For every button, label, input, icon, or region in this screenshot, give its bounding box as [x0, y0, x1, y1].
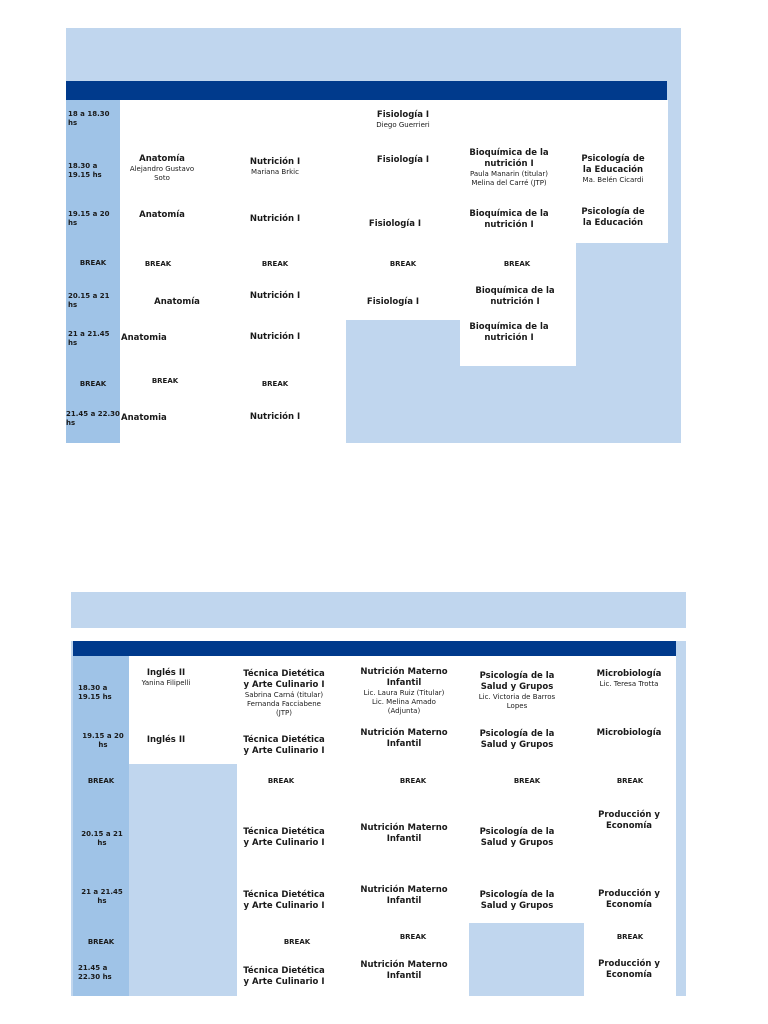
break-label: BREAK: [87, 937, 115, 946]
class-cell: [462, 207, 556, 233]
subject-name: Anatomia: [121, 332, 167, 343]
class-cell: [230, 409, 320, 425]
subject-name: Psicología de la Educación: [581, 153, 645, 175]
subject-name: Psicología de la Salud y Grupos: [479, 890, 555, 911]
class-cell: [230, 154, 320, 180]
class-cell: [340, 216, 450, 232]
class-cell: [472, 888, 562, 914]
class-cell: [348, 108, 458, 132]
professor-name: Lic. Laura Ruiz (Titular): [363, 688, 445, 697]
break-cell: [230, 257, 320, 271]
subject-name: Técnica Dietética y Arte Culinario I: [243, 735, 325, 756]
class-cell: [468, 284, 562, 310]
subject-name: Técnica Dietética y Arte Culinario I: [243, 827, 325, 848]
class-cell: [240, 666, 328, 720]
time-slot-label: 21.45 a 22.30 hs: [66, 410, 120, 427]
class-cell: [576, 205, 650, 231]
subject-name: Bioquímica de la nutrición I: [469, 148, 549, 169]
class-cell: [240, 964, 328, 990]
subject-name: Anatomía: [154, 296, 200, 307]
subject-name: Microbiología: [596, 669, 662, 679]
subject-name: Psicología de la Salud y Grupos: [479, 729, 555, 750]
class-cell: [131, 666, 201, 690]
time-slot-label: 21.45 a 22.30 hs: [78, 964, 112, 981]
break-label: BREAK: [151, 377, 179, 385]
class-cell: [122, 150, 202, 186]
subject-name: Nutrición Materno Infantil: [360, 885, 448, 906]
break-label: BREAK: [79, 258, 107, 267]
break-label: BREAK: [616, 933, 644, 941]
break-cell: [462, 257, 572, 271]
time-slot-label: 20.15 a 21 hs: [81, 830, 123, 847]
professor-name: Lic. Melina Amado (Adjunta): [372, 697, 436, 715]
subject-name: Nutrición I: [249, 331, 301, 342]
class-cell: [472, 668, 562, 714]
class-cell: [586, 667, 672, 691]
subject-name: Microbiología: [596, 727, 662, 738]
class-cell: [230, 211, 320, 227]
table-1-white-area-b: [346, 100, 460, 320]
time-slot-label: 18 a 18.30 hs: [68, 110, 110, 127]
class-cell: [462, 145, 556, 191]
time-slot-label: 18.30 a 19.15 hs: [78, 684, 112, 701]
time-slot-label: 19.15 a 20 hs: [68, 210, 110, 227]
class-cell: [356, 821, 452, 847]
subject-name: Fisiología I: [376, 154, 430, 165]
class-cell: [586, 957, 672, 983]
table-2-header-gap: [71, 628, 686, 641]
professor-name: Ma. Belén Cicardi: [582, 175, 644, 184]
subject-name: Producción y Economía: [598, 810, 660, 831]
subject-name: Nutrición I: [249, 411, 301, 422]
break-label: BREAK: [267, 777, 295, 785]
subject-name: Bioquímica de la nutrición I: [469, 209, 549, 230]
subject-name: Anatomía: [139, 153, 185, 164]
break-cell: [240, 774, 322, 788]
subject-name: Psicología de la Salud y Grupos: [479, 671, 555, 692]
subject-name: Nutrición I: [249, 290, 301, 301]
table-1-header-bar: [66, 81, 667, 100]
class-cell: [586, 725, 672, 741]
break-cell: [122, 257, 194, 271]
time-slot-label: 19.15 a 20 hs: [82, 732, 124, 749]
subject-name: Producción y Economía: [598, 959, 660, 980]
subject-name: Anatomía: [139, 209, 185, 220]
break-cell: [586, 774, 674, 788]
break-label: BREAK: [283, 938, 311, 946]
class-cell: [348, 152, 458, 168]
break-label: BREAK: [389, 260, 417, 268]
break-label: BREAK: [79, 379, 107, 388]
break-cell: [356, 930, 470, 944]
subject-name: Anatomia: [121, 412, 167, 423]
break-cell: [230, 377, 320, 391]
class-cell: [586, 887, 672, 913]
class-cell: [122, 207, 202, 223]
class-cell: [340, 294, 446, 310]
professor-name: Yanina Filipelli: [141, 679, 191, 687]
break-cell: [125, 374, 205, 388]
class-cell: [137, 294, 217, 310]
professor-name: Lic. Teresa Trotta: [599, 680, 659, 688]
professor-name: Lic. Victoria de Barros Lopes: [478, 693, 556, 710]
break-label: BREAK: [616, 777, 644, 785]
class-cell: [121, 410, 201, 426]
subject-name: Nutrición Materno Infantil: [360, 823, 448, 844]
break-label: BREAK: [503, 260, 531, 268]
class-cell: [472, 825, 562, 851]
subject-name: Fisiología I: [376, 110, 430, 120]
subject-name: Inglés II: [146, 734, 186, 745]
time-slot-label: 21 a 21.45 hs: [68, 330, 110, 347]
class-cell: [240, 825, 328, 851]
professor-name: Fernanda Facciabene (JTP): [247, 699, 321, 717]
break-cell: [256, 935, 338, 949]
subject-name: Psicología de la Salud y Grupos: [479, 827, 555, 848]
class-cell: [121, 330, 201, 346]
class-cell: [472, 727, 562, 753]
class-cell: [462, 320, 556, 346]
professor-name: Mariana Brkic: [251, 168, 299, 176]
class-cell: [576, 150, 650, 188]
class-cell: [131, 732, 201, 748]
professor-name: Diego Guerrieri: [376, 121, 430, 129]
break-label: BREAK: [144, 260, 172, 268]
class-cell: [356, 664, 452, 718]
class-cell: [356, 726, 452, 752]
professor-name: Melina del Carré (JTP): [471, 179, 547, 187]
class-cell: [586, 808, 672, 834]
time-slot-label: 18.30 a 19.15 hs: [68, 162, 102, 179]
break-cell: [586, 930, 674, 944]
break-label: BREAK: [261, 380, 289, 388]
subject-name: Fisiología I: [368, 218, 422, 229]
subject-name: Técnica Dietética y Arte Culinario I: [243, 668, 325, 690]
subject-name: Inglés II: [146, 668, 186, 678]
subject-name: Psicología de la Educación: [581, 207, 645, 228]
subject-name: Técnica Dietética y Arte Culinario I: [243, 890, 325, 911]
subject-name: Técnica Dietética y Arte Culinario I: [243, 966, 325, 987]
professor-name: Paula Manarin (titular): [469, 170, 549, 178]
class-cell: [230, 329, 320, 345]
subject-name: Nutrición I: [249, 157, 301, 167]
break-label: BREAK: [513, 777, 541, 785]
subject-name: Fisiología I: [366, 296, 420, 307]
break-label: BREAK: [399, 777, 427, 785]
professor-name: Alejandro Gustavo Soto: [129, 164, 195, 182]
professor-name: Sabrina Carná (titular): [244, 690, 324, 699]
break-cell: [348, 257, 458, 271]
subject-name: Producción y Economía: [598, 889, 660, 910]
table-1-time-column: [66, 100, 120, 443]
time-slot-label: 20.15 a 21 hs: [68, 292, 110, 309]
subject-name: Nutrición Materno Infantil: [360, 666, 448, 688]
subject-name: Nutrición I: [249, 213, 301, 224]
table-2-header-bar: [73, 641, 676, 656]
break-label: BREAK: [87, 776, 115, 785]
class-cell: [240, 888, 328, 914]
subject-name: Nutrición Materno Infantil: [360, 960, 448, 981]
class-cell: [356, 958, 452, 984]
subject-name: Bioquímica de la nutrición I: [475, 286, 555, 307]
class-cell: [240, 733, 328, 759]
break-cell: [472, 774, 582, 788]
break-label: BREAK: [399, 933, 427, 941]
class-cell: [230, 288, 320, 304]
time-slot-label: 21 a 21.45 hs: [81, 888, 123, 905]
subject-name: Nutrición Materno Infantil: [360, 728, 448, 749]
break-label: BREAK: [261, 260, 289, 268]
class-cell: [356, 883, 452, 909]
subject-name: Bioquímica de la nutrición I: [469, 322, 549, 343]
break-cell: [356, 774, 470, 788]
